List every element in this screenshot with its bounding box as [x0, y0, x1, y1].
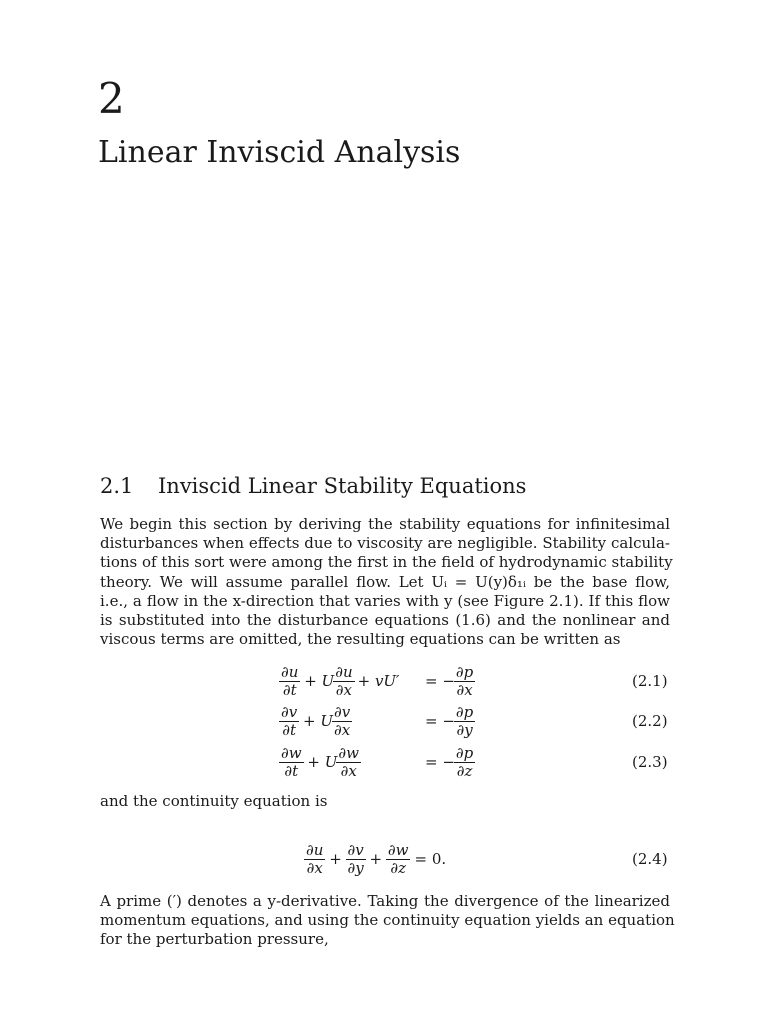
text-line: is substituted into the disturbance equations (1.6) and the nonlinear and	[100, 610, 670, 629]
section-heading	[100, 474, 526, 498]
equation-2-1: $\frac{\partial u}{\partial t}$ + U $\frac{\partial u}{\partial x}$ + vU′ = − $\frac{\partial p}{\partial x}$ (2.1)	[281, 662, 668, 699]
text-line: viscous terms are omitted, the resulting equations can be written as	[100, 630, 621, 649]
chapter-title: Linear Inviscid Analysis	[98, 135, 461, 170]
fraction: $\frac{\partial p}{\partial x}$	[455, 662, 474, 699]
equation-2-3: $\frac{\partial w}{\partial t}$ + U $\frac{\partial w}{\partial x}$ = − $\frac{\partial p}{\partial z}$ (2.3)	[281, 743, 668, 780]
paragraph-pressure	[100, 892, 675, 950]
text-line: disturbances when effects due to viscosity are negligible. Stability calcula-	[100, 534, 670, 553]
text-line: i.e., a flow in the x-direction that varies with y (see Figure 2.1). If this flow	[100, 591, 670, 610]
fraction: $\frac{\partial w}{\partial x}$	[338, 743, 359, 780]
fraction: $\frac{\partial v}{\partial x}$	[334, 702, 351, 739]
text-line: and the continuity equation is	[100, 792, 328, 810]
paragraph-intro	[100, 515, 673, 649]
section-title: Inviscid Linear Stability Equations	[158, 474, 527, 498]
text-line: We begin this section by deriving the stability equations for infinitesimal	[100, 515, 670, 533]
text-line: for the perturbation pressure,	[100, 930, 329, 949]
equation-2-2: $\frac{\partial v}{\partial t}$ + U $\frac{\partial v}{\partial x}$ = − $\frac{\partial p}{\partial y}$ (2.2)	[281, 702, 668, 739]
equation-number: (2.4)	[632, 850, 668, 868]
fraction: $\frac{\partial u}{\partial x}$	[335, 662, 353, 699]
chapter-number: 2	[98, 74, 125, 123]
equation-number: (2.2)	[632, 712, 668, 730]
fraction: $\frac{\partial v}{\partial y}$	[347, 840, 364, 877]
fraction: $\frac{\partial p}{\partial y}$	[455, 702, 474, 739]
equation-rhs: = 0.	[414, 850, 447, 868]
text-line: A prime (′) denotes a y-derivative. Taking the divergence of the linearized	[100, 892, 670, 910]
fraction: $\frac{\partial w}{\partial z}$	[387, 840, 409, 877]
equation-number: (2.1)	[632, 672, 668, 690]
section-number: 2.1	[100, 474, 134, 498]
fraction: $\frac{\partial w}{\partial t}$	[281, 743, 302, 780]
text-line: momentum equations, and using the continuity equation yields an equation	[100, 911, 675, 930]
fraction: $\frac{\partial p}{\partial z}$	[455, 743, 474, 780]
equation-number: (2.3)	[632, 753, 668, 771]
extra-term: + vU′	[357, 672, 400, 690]
text-line: theory. We will assume parallel flow. Let Uᵢ = U(y)δ₁ᵢ be the base flow,	[100, 572, 670, 591]
equation-2-4: $\frac{\partial u}{\partial x}$ + $\frac{\partial v}{\partial y}$ + $\frac{\partial w}{\partial z}$ = 0. (2.4)	[306, 840, 668, 877]
fraction: $\frac{\partial v}{\partial t}$	[281, 702, 298, 739]
fraction: $\frac{\partial u}{\partial x}$	[306, 840, 324, 877]
text-line: tions of this sort were among the first in the field of hydrodynamic stability	[100, 553, 673, 572]
fraction: $\frac{\partial u}{\partial t}$	[281, 662, 299, 699]
paragraph-continuity	[100, 792, 670, 811]
